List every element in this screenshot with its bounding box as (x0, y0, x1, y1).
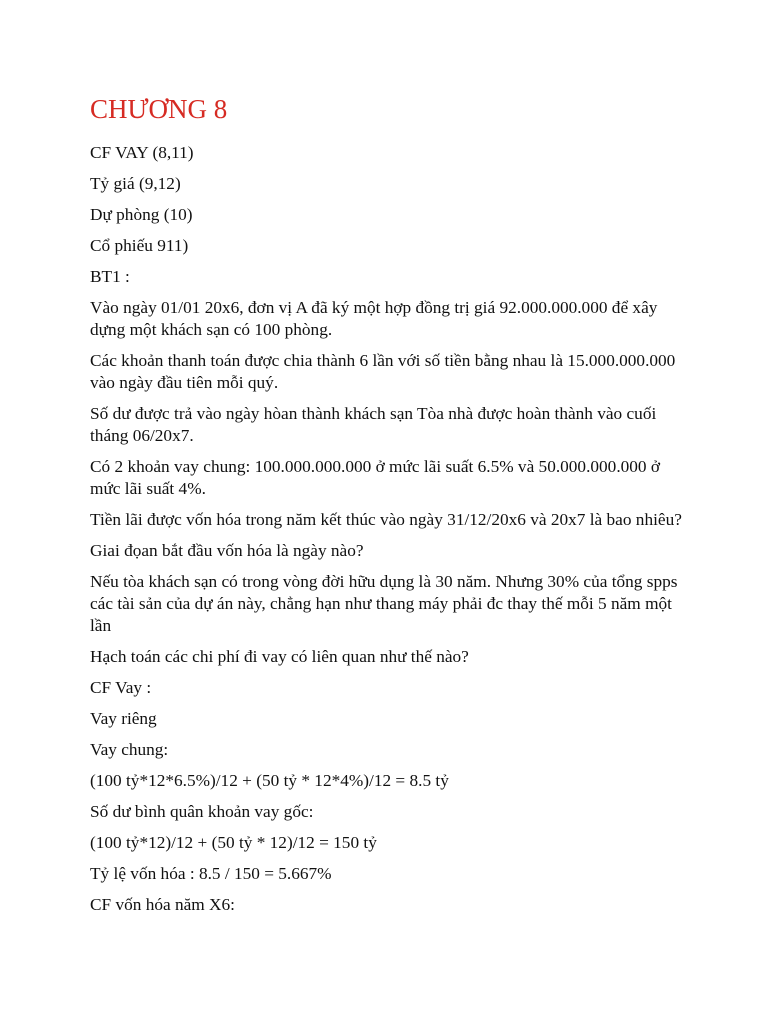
text-line: Cổ phiếu 911) (90, 236, 189, 255)
document-page (90, 90, 690, 925)
text-line: (100 tỷ*12*6.5%)/12 + (50 tỷ * 12*4%)/12 = 8.5 tỷ (90, 771, 449, 790)
text-line: Hạch toán các chi phí đi vay có liên quan như thế nào? (90, 647, 469, 666)
text-line: Vào ngày 01/01 20x6, đơn vị A đã ký một hợp đồng trị giá 92.000.000.000 để xây dựng một khách sạn có 100 phòng. (90, 298, 658, 339)
text-line: Tỷ lệ vốn hóa : 8.5 / 150 = 5.667% (90, 864, 332, 883)
chapter-title: CHƯƠNG 8 (90, 94, 228, 124)
text-line: Vay chung: (90, 740, 169, 759)
text-line: Tiền lãi được vốn hóa trong năm kết thúc vào ngày 31/12/20x6 và 20x7 là bao nhiêu? (90, 510, 682, 529)
text-line: BT1 : (90, 267, 130, 286)
text-line: Có 2 khoản vay chung: 100.000.000.000 ở mức lãi suất 6.5% và 50.000.000.000 ở mức lãi suất 4%. (90, 457, 661, 498)
text-line: Tỷ giá (9,12) (90, 174, 181, 193)
text-line: Dự phòng (10) (90, 205, 193, 224)
text-line: CF VAY (8,11) (90, 143, 194, 162)
text-line: Số dư bình quân khoản vay gốc: (90, 802, 314, 821)
text-line: (100 tỷ*12)/12 + (50 tỷ * 12)/12 = 150 tỷ (90, 833, 377, 852)
text-line: CF Vay : (90, 678, 152, 697)
text-line: Giai đọan bắt đầu vốn hóa là ngày nào? (90, 541, 364, 560)
text-line: CF vốn hóa năm X6: (90, 895, 235, 914)
text-line: Số dư được trả vào ngày hòan thành khách sạn Tòa nhà được hoàn thành vào cuối tháng 06/20x7. (90, 404, 657, 445)
text-line: Các khoản thanh toán được chia thành 6 lần với số tiền bằng nhau là 15.000.000.000 vào ngày đầu tiên mỗi quý. (90, 351, 676, 392)
text-line: Nếu tòa khách sạn có trong vòng đời hữu dụng là 30 năm. Nhưng 30% của tổng spps các tài sản của dự án này, chẳng hạn như thang máy phải đc thay thế mỗi 5 năm một lần (90, 572, 678, 635)
text-line: Vay riêng (90, 709, 157, 728)
document-body (90, 142, 690, 916)
